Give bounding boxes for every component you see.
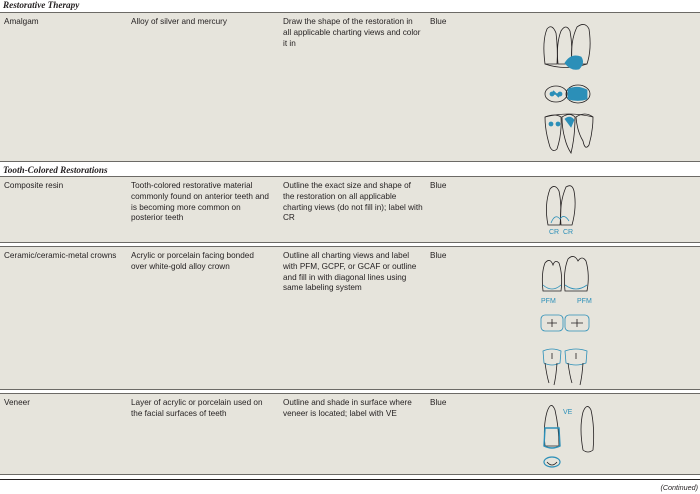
row-name: Composite resin (4, 181, 64, 190)
composite-resin-tooth-illustration (540, 183, 590, 238)
row-charting-method: Draw the shape of the restoration in all applicable charting views and color it in (283, 17, 421, 48)
section-title-tooth-colored-restorations: Tooth-Colored Restorations (3, 165, 108, 175)
row-description: Tooth-colored restorative material commonly found on anterior teeth and is becoming more common on posterior teeth (131, 181, 269, 223)
row-charting-method: Outline and shade in surface where veneer is located; label with VE (283, 398, 412, 418)
amalgam-tooth-illustration (535, 19, 605, 159)
row-name: Veneer (4, 398, 30, 407)
table-row-composite-resin (0, 176, 700, 243)
ceramic-crown-tooth-illustration (535, 251, 605, 389)
row-name: Amalgam (4, 17, 39, 26)
row-color: Blue (430, 398, 447, 407)
table-bottom-rule (0, 479, 700, 480)
row-charting-method: Outline all charting views and label with PFM, GCPF, or GCAF or outline and fill in with diagonal lines using same labeling system (283, 251, 417, 293)
row-charting-method: Outline the exact size and shape of the restoration on all applicable charting views (do not fill in); label with CR (283, 181, 423, 223)
pfm-label-right: PFM (577, 298, 592, 305)
table-row-amalgam (0, 12, 700, 162)
cr-label-left: CR (549, 229, 560, 236)
pfm-label-left: PFM (541, 298, 556, 305)
cr-label-right: CR (563, 229, 574, 236)
section-title-restorative-therapy: Restorative Therapy (3, 0, 80, 10)
ve-label: VE (563, 409, 573, 416)
row-color: Blue (430, 181, 447, 190)
row-name: Ceramic/ceramic-metal crowns (4, 251, 117, 260)
row-color: Blue (430, 251, 447, 260)
row-description: Acrylic or porcelain facing bonded over white-gold alloy crown (131, 251, 254, 271)
table-row-ceramic-crowns (0, 246, 700, 390)
row-description: Alloy of silver and mercury (131, 17, 228, 26)
veneer-tooth-illustration (535, 398, 605, 474)
row-description: Layer of acrylic or porcelain used on the facial surfaces of teeth (131, 398, 263, 418)
continued-label: (Continued) (660, 483, 698, 492)
table-row-veneer (0, 393, 700, 475)
row-color: Blue (430, 17, 447, 26)
